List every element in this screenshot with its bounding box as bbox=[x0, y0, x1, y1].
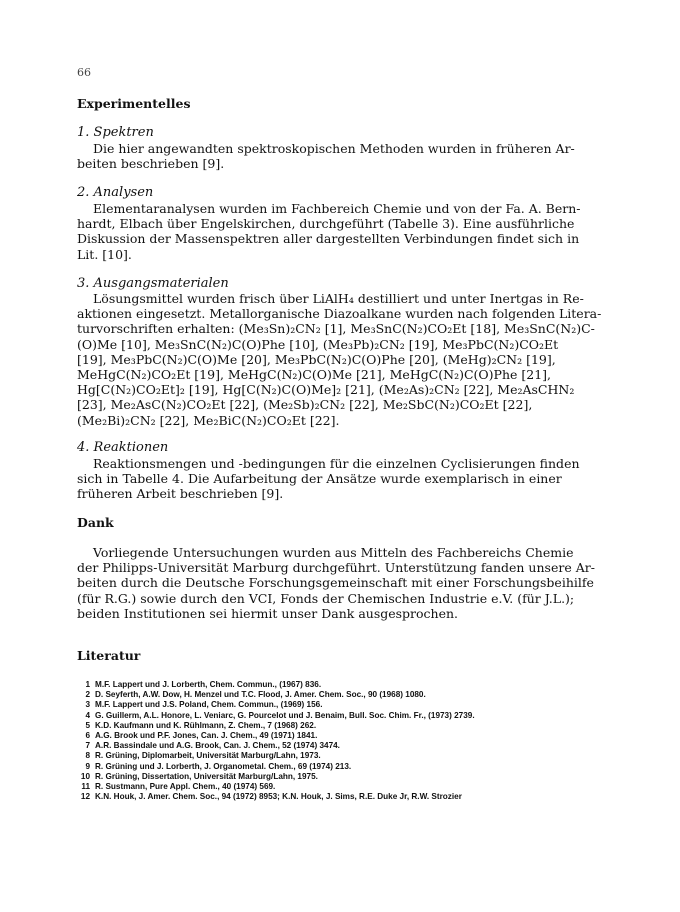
text-line: Elementaranalysen wurden im Fachbereich Chemie und von der Fa. A. Bern- bbox=[93, 201, 581, 216]
reactions-paragraph bbox=[77, 456, 593, 502]
reference-number: 10 bbox=[80, 771, 90, 781]
reference-text: D. Seyferth, A.W. Dow, H. Menzel und T.C. Flood, J. Amer. Chem. Soc., 90 (1968) 1080. bbox=[95, 690, 426, 700]
reactions-title: 4. Reaktionen bbox=[77, 440, 169, 455]
reference-text: M.F. Lappert und J.S. Poland, Chem. Commun., (1969) 156. bbox=[95, 700, 323, 710]
reference-item bbox=[76, 731, 596, 741]
text-line: aktionen eingesetzt. Metallorganische Diazoalkane wurden nach folgenden Litera- bbox=[77, 306, 602, 322]
text-line: [19], Me₃PbC(N₂)C(O)Me [20], Me₃PbC(N₂)C(O)Phe [20], (MeHg)₂CN₂ [19], bbox=[77, 351, 556, 367]
reference-list bbox=[76, 680, 596, 802]
text-line: Lit. [10]. bbox=[77, 246, 132, 262]
reference-text: K.D. Kaufmann und K. Rühlmann, Z. Chem., 7 (1968) 262. bbox=[95, 720, 317, 730]
text-line: früheren Arbeit beschrieben [9]. bbox=[77, 486, 284, 502]
reference-item bbox=[76, 741, 596, 751]
text-line: Hg[C(N₂)CO₂Et]₂ [19], Hg[C(N₂)C(O)Me]₂ [21], (Me₂As)₂CN₂ [22], Me₂AsCHN₂ bbox=[77, 382, 575, 398]
spectra-title: 1. Spektren bbox=[77, 125, 154, 140]
text-line: Diskussion der Massenspektren aller dargestellten Verbindungen findet sich in bbox=[77, 231, 580, 247]
text-line: der Philipps-Universität Marburg durchgeführt. Unterstützung fanden unsere Ar- bbox=[77, 560, 595, 576]
text-line: (O)Me [10], Me₃SnC(N₂)C(O)Phe [10], (Me₃Pb)₂CN₂ [19], Me₃PbC(N₂)CO₂Et bbox=[77, 336, 559, 352]
analyses-paragraph bbox=[77, 201, 593, 262]
text-line: MeHgC(N₂)CO₂Et [19], MeHgC(N₂)C(O)Me [21], MeHgC(N₂)C(O)Phe [21], bbox=[77, 367, 552, 383]
reference-text: K.N. Houk, J. Amer. Chem. Soc., 94 (1972) 8953; K.N. Houk, J. Sims, R.E. Duke Jr, R.W. Strozier bbox=[95, 792, 462, 802]
reference-number: 2 bbox=[85, 690, 90, 700]
reference-number: 7 bbox=[85, 741, 90, 751]
text-line: Die hier angewandten spektroskopischen Methoden wurden in früheren Ar- bbox=[93, 141, 575, 156]
reference-text: G. Guillerm, A.L. Honore, L. Veniarc, G. Pourcelot und J. Benaim, Bull. Soc. Chim. Fr., (1973) 2739. bbox=[95, 710, 475, 720]
text-line: (Me₂Bi)₂CN₂ [22], Me₂BiC(N₂)CO₂Et [22]. bbox=[77, 412, 340, 428]
text-line: sich in Tabelle 4. Die Aufarbeitung der Ansätze wurde exemplarisch in einer bbox=[77, 471, 562, 487]
text-line: [23], Me₂AsC(N₂)CO₂Et [22], (Me₂Sb)₂CN₂ [22], Me₂SbC(N₂)CO₂Et [22], bbox=[77, 397, 533, 413]
reference-item bbox=[76, 680, 596, 690]
reference-text: R. Sustmann, Pure Appl. Chem., 40 (1974) 569. bbox=[95, 782, 276, 792]
reference-text: M.F. Lappert und J. Lorberth, Chem. Commun., (1967) 836. bbox=[95, 680, 322, 689]
text-line: beiden Institutionen sei hiermit unser Dank ausgesprochen. bbox=[77, 605, 459, 621]
reference-number: 11 bbox=[81, 782, 90, 792]
text-line: Lösungsmittel wurden frisch über LiAlH₄ destilliert und unter Inertgas in Re- bbox=[93, 291, 584, 306]
reference-item bbox=[76, 690, 596, 700]
text-line: beiten beschrieben [9]. bbox=[77, 156, 225, 172]
materials-title: 3. Ausgangsmaterialen bbox=[77, 276, 229, 291]
acknowledgement-heading: Dank bbox=[77, 515, 114, 530]
reference-text: R. Grüning, Dissertation, Universität Marburg/Lahn, 1975. bbox=[95, 771, 318, 781]
literature-heading: Literatur bbox=[77, 648, 141, 663]
analyses-title: 2. Analysen bbox=[77, 185, 154, 200]
reference-number: 5 bbox=[85, 720, 90, 730]
reference-number: 12 bbox=[80, 792, 90, 802]
text-line: Vorliegende Untersuchungen wurden aus Mitteln des Fachbereichs Chemie bbox=[93, 545, 574, 560]
text-line: beiten durch die Deutsche Forschungsgemeinschaft mit einer Forschungsbeihilfe bbox=[77, 575, 594, 591]
text-line: hardt, Elbach über Engelskirchen, durchgeführt (Tabelle 3). Eine ausführliche bbox=[77, 216, 575, 232]
reference-item bbox=[76, 762, 596, 772]
acknowledgement-paragraph bbox=[77, 545, 593, 621]
materials-paragraph bbox=[77, 291, 602, 428]
reference-item bbox=[76, 751, 596, 761]
text-line: (für R.G.) sowie durch den VCI, Fonds der Chemischen Industrie e.V. (für J.L.); bbox=[77, 590, 575, 606]
reference-item bbox=[76, 700, 596, 710]
page-number: 66 bbox=[77, 66, 91, 79]
text-line: turvorschriften erhalten: (Me₃Sn)₂CN₂ [1], Me₃SnC(N₂)CO₂Et [18], Me₃SnC(N₂)C- bbox=[77, 321, 595, 337]
reference-item bbox=[76, 792, 596, 802]
reference-number: 6 bbox=[85, 731, 90, 741]
reference-number: 1 bbox=[85, 680, 90, 689]
reference-number: 9 bbox=[85, 761, 90, 771]
reference-text: R. Grüning, Diplomarbeit, Universität Marburg/Lahn, 1973. bbox=[95, 751, 321, 761]
reference-number: 3 bbox=[85, 700, 90, 710]
reference-text: R. Grüning und J. Lorberth, J. Organometal. Chem., 69 (1974) 213. bbox=[95, 761, 352, 771]
reference-number: 4 bbox=[85, 710, 90, 720]
spectra-paragraph bbox=[77, 141, 593, 171]
reference-item bbox=[76, 721, 596, 731]
reference-number: 8 bbox=[85, 751, 90, 761]
text-line: Reaktionsmengen und -bedingungen für die einzelnen Cyclisierungen finden bbox=[93, 456, 580, 471]
reference-item bbox=[76, 782, 596, 792]
reference-text: A.G. Brook und P.F. Jones, Can. J. Chem., 49 (1971) 1841. bbox=[95, 731, 318, 741]
reference-item bbox=[76, 711, 596, 721]
experimental-heading: Experimentelles bbox=[77, 96, 191, 111]
reference-text: A.R. Bassindale und A.G. Brook, Can. J. Chem., 52 (1974) 3474. bbox=[95, 741, 340, 751]
reference-item bbox=[76, 772, 596, 782]
